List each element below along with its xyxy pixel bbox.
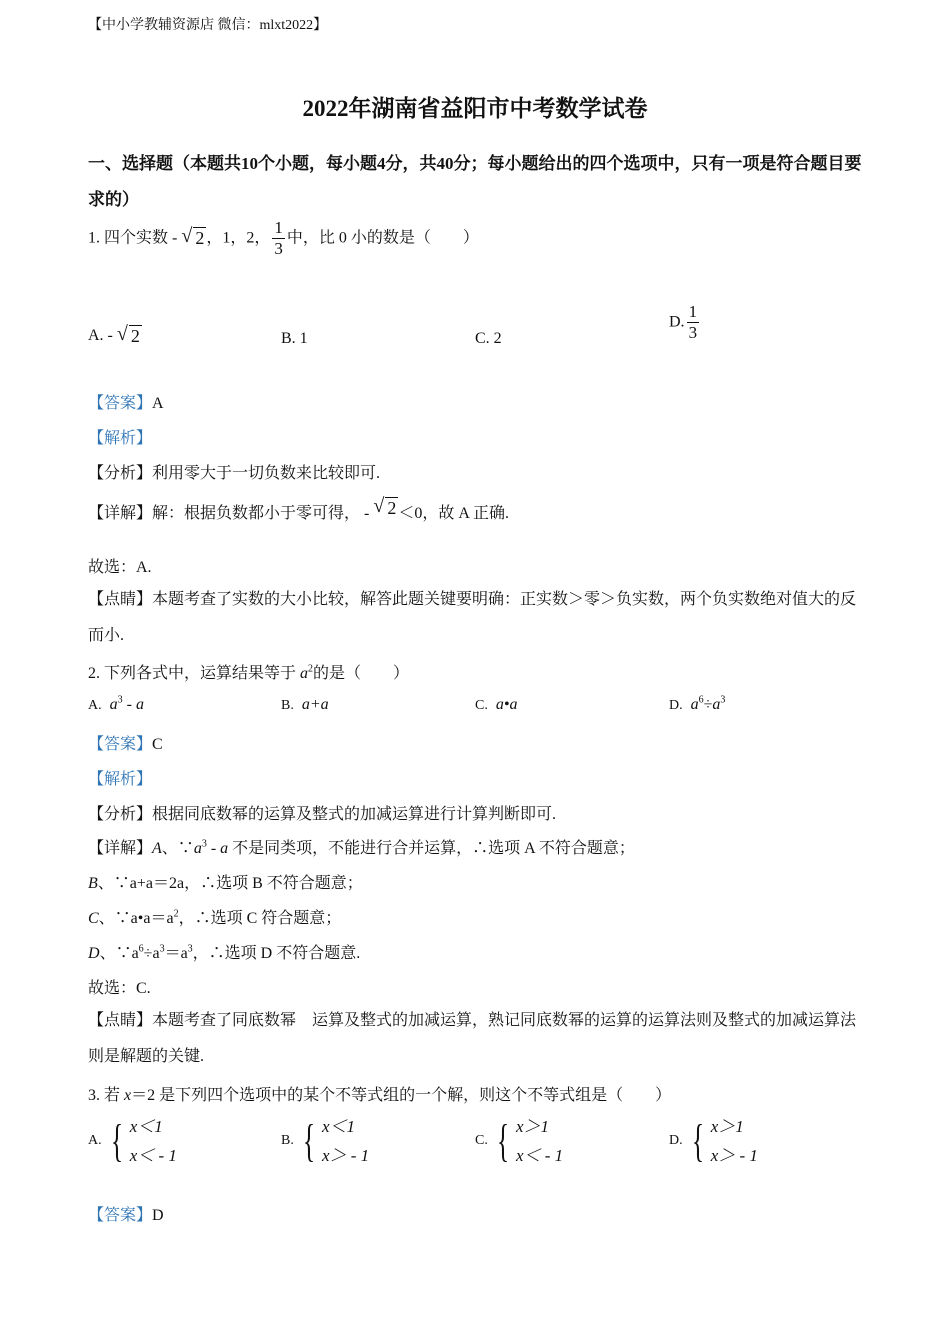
q1-stem xyxy=(88,218,479,260)
q1-analysis-tag: 【解析】 xyxy=(88,430,153,447)
q2-stem: 2. 下列各式中，运算结果等于 $a^2$的是（ ） xyxy=(88,663,410,682)
q2-detail-c: C、$\because a•a=a^2$，∴选项 C 符合题意； xyxy=(88,908,342,927)
q1-stem-text: 1. 四个实数 - xyxy=(88,229,178,247)
q1-option-c: C. 2 xyxy=(475,330,502,347)
section-heading: 一、选择题（本题共10个小题，每小题4分，共40分；每小题给出的四个选项中，只有一项是符合题目要求的） xyxy=(88,154,862,209)
q1-option-a: A. - √ 2 xyxy=(88,323,140,346)
q2-option-b: B. a+a xyxy=(281,696,329,713)
q3-stem: 3. 若 x＝2 是下列四个选项中的某个不等式组的一个解，则这个不等式组是（ ） xyxy=(88,1087,672,1104)
q2-option-d: D. $a^6\div a^3$ xyxy=(669,694,726,713)
q2-analysis-tag: 【解析】 xyxy=(88,771,153,788)
q3-option-a: A. { x＜1 x＜ - 1 xyxy=(88,1115,177,1166)
q3-option-c: C. { x＞1 x＜ - 1 xyxy=(475,1115,564,1166)
q1-stem-text-3: 中，比 0 小的数是（ ） xyxy=(286,229,479,247)
q1-fenxi: 【分析】利用零大于一切负数来比较即可. xyxy=(88,465,381,482)
q2-option-a: A. $a^3$ - a xyxy=(88,694,144,713)
q1-fraction: $\frac{1}{3}$ xyxy=(274,218,283,259)
q1-detail: 【详解】解：根据负数都小于零可得， - √ 2 ＜0，故 A 正确. xyxy=(88,494,510,522)
q2-detail-b: B、∵a+a＝2a，∴选项 B 不符合题意； xyxy=(88,875,363,892)
q2-detail-a: 【详解】A、$\because a^3$ - a 不是同类项，不能进行合并运算，∴选项 A 不符合题意； xyxy=(88,838,635,857)
q1-guxuan: 故选：A. xyxy=(88,559,152,576)
q2-dianjing: 【点睛】本题考查了同底数幂 运算及整式的加减运算，熟记同底数幂的运算的运算法则及整式的加减运算法则是解题的关键. xyxy=(88,1012,857,1065)
q1-dianjing: 【点睛】本题考查了实数的大小比较，解答此题关键要明确：正实数＞零＞负实数，两个负实数绝对值大的反而小. xyxy=(88,591,857,644)
q3-answer: 【答案】D xyxy=(88,1207,164,1224)
q3-option-d: D. { x＞1 x＞ - 1 xyxy=(669,1115,758,1166)
q1-sqrt: √ 2 xyxy=(181,225,205,249)
header-note: 【中小学教辅资源店 微信：mlxt2022】 xyxy=(88,18,328,33)
q3-option-b: B. { x＜1 x＞ - 1 xyxy=(281,1115,370,1166)
q1-option-b: B. 1 xyxy=(281,330,308,347)
q2-fenxi: 【分析】根据同底数幂的运算及整式的加减运算进行计算判断即可. xyxy=(88,806,557,823)
q1-option-d: D. $\frac{1}{3}$ xyxy=(669,302,698,343)
q2-option-c: C. a•a xyxy=(475,696,518,713)
page-title: 2022年湖南省益阳市中考数学试卷 xyxy=(302,96,648,121)
q1-stem-text-2: ，1，2， xyxy=(206,229,271,247)
q2-answer: 【答案】C xyxy=(88,736,163,753)
q2-guxuan: 故选：C. xyxy=(88,980,151,997)
q2-detail-d: D、$\because a^6\div a^3=a^3$，∴选项 D 不符合题意. xyxy=(88,943,361,962)
q1-answer: 【答案】A xyxy=(88,395,164,412)
